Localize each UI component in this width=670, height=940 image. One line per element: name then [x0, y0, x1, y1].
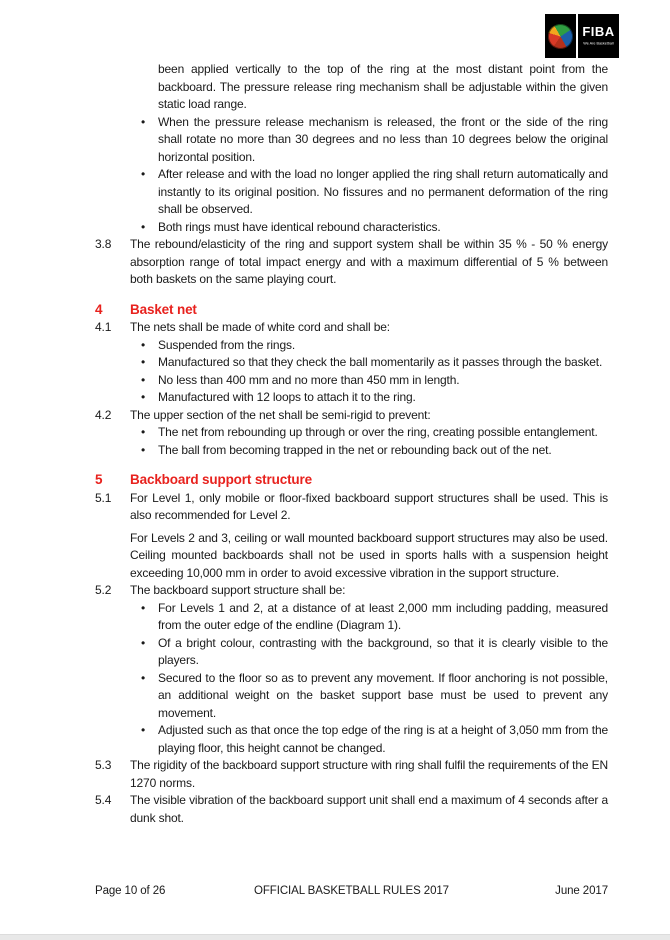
rule-text: The backboard support structure shall be:: [130, 583, 346, 597]
bullet-text: Secured to the floor so as to prevent any movement. If floor anchoring is not possible, an additional weight on the basket support base must be used to prevent any movement.: [158, 670, 608, 720]
bullet-content: [141, 372, 608, 390]
bullet-item: [95, 424, 608, 442]
item-number: 3.8: [95, 237, 112, 251]
bullet-text: The net from rebounding up through or over the ring, creating possible entanglement.: [158, 425, 598, 439]
bullet-text: Both rings must have identical rebound characteristics.: [158, 219, 441, 234]
rule-text: The upper section of the net shall be semi-rigid to prevent:: [130, 407, 431, 422]
bullet-content: [141, 337, 608, 355]
bullet-text: For Levels 1 and 2, at a distance of at least 2,000 mm including padding, measured from the outer edge of the endline (Diagram 1).: [158, 600, 608, 632]
bullet-item: [95, 600, 608, 635]
bullet-item: [95, 354, 608, 372]
fiba-ball-icon: [545, 14, 576, 58]
bullet-content: [141, 635, 608, 670]
item-number: 5.1: [95, 490, 112, 505]
bullet-item: [95, 722, 608, 757]
rule-text: The rebound/elasticity of the ring and support system shall be within 35 % - 50 % energy absorption range of total impact energy and with a maximum differential of 5 % between both baskets on the same playing court.: [130, 237, 608, 286]
bullet-content: [141, 166, 608, 219]
basketball-globe-icon: [548, 24, 573, 49]
bullet-icon: •: [141, 425, 146, 439]
rule-text: For Level 1, only mobile or floor-fixed backboard support structures shall be used. This is also recommended for Level 2.: [130, 490, 608, 522]
bullet-text: The ball from becoming trapped in the net or rebounding back out of the net.: [158, 442, 552, 457]
bullet-icon: •: [141, 114, 146, 129]
rule-item-4.2: [95, 407, 608, 425]
bullet-item: [95, 389, 608, 407]
bullet-text: Of a bright colour, contrasting with the background, so that it is clearly visible to the players.: [158, 635, 608, 667]
continuation-paragraph: [95, 61, 608, 114]
bullet-content: [141, 722, 608, 757]
bullet-content: [141, 442, 608, 460]
rule-text: For Levels 2 and 3, ceiling or wall mounted backboard support structures may also be used. Ceiling mounted backboards shall not be used in sports halls with a suspension height exceeding 10,000 mm in order to avoid excessive vibration in the support structure.: [130, 530, 608, 580]
bullet-item: [95, 166, 608, 219]
fiba-tagline: We Are Basketball: [583, 41, 614, 46]
bullet-icon: •: [141, 355, 146, 369]
bullet-content: [141, 670, 608, 723]
bullet-icon: •: [141, 219, 146, 234]
bullet-content: [141, 219, 608, 237]
bullet-item: [95, 442, 608, 460]
item-number: 5: [95, 472, 103, 487]
bullet-icon: •: [141, 442, 146, 457]
footer-date: June 2017: [555, 885, 608, 897]
fiba-wordmark-box: [578, 14, 619, 58]
bullet-item: [95, 670, 608, 723]
bullet-text: Adjusted such as that once the top edge of the ring is at a height of 3,050 mm from the playing floor, this height cannot be changed.: [158, 723, 608, 755]
rule-item-5.3: [95, 757, 608, 792]
bullet-text: After release and with the load no longer applied the ring shall return automatically and instantly to its original position. No fissures and no permanent deformation of the ring shall be observed.: [158, 167, 608, 216]
bullet-icon: •: [141, 635, 146, 650]
item-number: 5.3: [95, 758, 112, 772]
fiba-logo: [545, 14, 619, 58]
bullet-icon: •: [141, 600, 146, 615]
bullet-icon: •: [141, 167, 146, 181]
bullet-content: [141, 424, 608, 442]
bullet-text: Manufactured so that they check the ball momentarily as it passes through the basket.: [158, 355, 603, 369]
document-body: [95, 61, 608, 827]
item-number: 5.4: [95, 793, 112, 807]
rule-text: The nets shall be made of white cord and shall be:: [130, 320, 390, 334]
bullet-icon: •: [141, 723, 146, 737]
item-number: 4: [95, 301, 103, 317]
section-heading-5: [95, 471, 608, 489]
bullet-item: [95, 372, 608, 390]
bullet-content: [141, 114, 608, 167]
bullet-item: [95, 337, 608, 355]
rule-item-5.2: [95, 582, 608, 600]
bullet-icon: •: [141, 670, 146, 685]
rule-item-4.1: [95, 319, 608, 337]
bullet-item: [95, 114, 608, 167]
item-number: 4.1: [95, 320, 112, 334]
bullet-item: [95, 219, 608, 237]
footer-document-title: OFFICIAL BASKETBALL RULES 2017: [254, 885, 449, 897]
rule-item-5.1: [95, 490, 608, 525]
bullet-item: [95, 635, 608, 670]
viewport-bottom-edge: [0, 934, 670, 940]
bullet-content: [141, 354, 608, 372]
bullet-icon: •: [141, 372, 146, 387]
footer-page-number: Page 10 of 26: [95, 885, 166, 897]
bullet-content: [141, 389, 608, 407]
item-number: 4.2: [95, 407, 112, 422]
rule-text: The rigidity of the backboard support structure with ring shall fulfil the requirements of the EN 1270 norms.: [130, 758, 608, 790]
rule-text: The visible vibration of the backboard support unit shall end a maximum of 4 seconds after a dunk shot.: [130, 793, 608, 825]
bullet-text: Suspended from the rings.: [158, 337, 295, 352]
bullet-text: Manufactured with 12 loops to attach it to the ring.: [158, 390, 416, 404]
bullet-icon: •: [141, 390, 146, 404]
bullet-content: [141, 600, 608, 635]
rule-item-3.8: [95, 236, 608, 289]
rule-item-5.4: [95, 792, 608, 827]
paragraph: [95, 525, 608, 583]
rule-text: been applied vertically to the top of the ring at the most distant point from the backboard. The pressure release ring mechanism shall be adjustable within the given static load range.: [158, 62, 608, 111]
item-number: 5.2: [95, 583, 112, 597]
bullet-icon: •: [141, 337, 146, 352]
page-footer: [95, 885, 608, 897]
bullet-text: No less than 400 mm and no more than 450 mm in length.: [158, 372, 460, 387]
section-title: Basket net: [130, 301, 197, 317]
section-title: Backboard support structure: [130, 472, 312, 487]
bullet-text: When the pressure release mechanism is released, the front or the side of the ring shall rotate no more than 30 degrees and no less than 10 degrees below the original horizontal position.: [158, 114, 608, 164]
section-heading-4: [95, 301, 608, 319]
fiba-wordmark: FIBA: [582, 23, 615, 39]
